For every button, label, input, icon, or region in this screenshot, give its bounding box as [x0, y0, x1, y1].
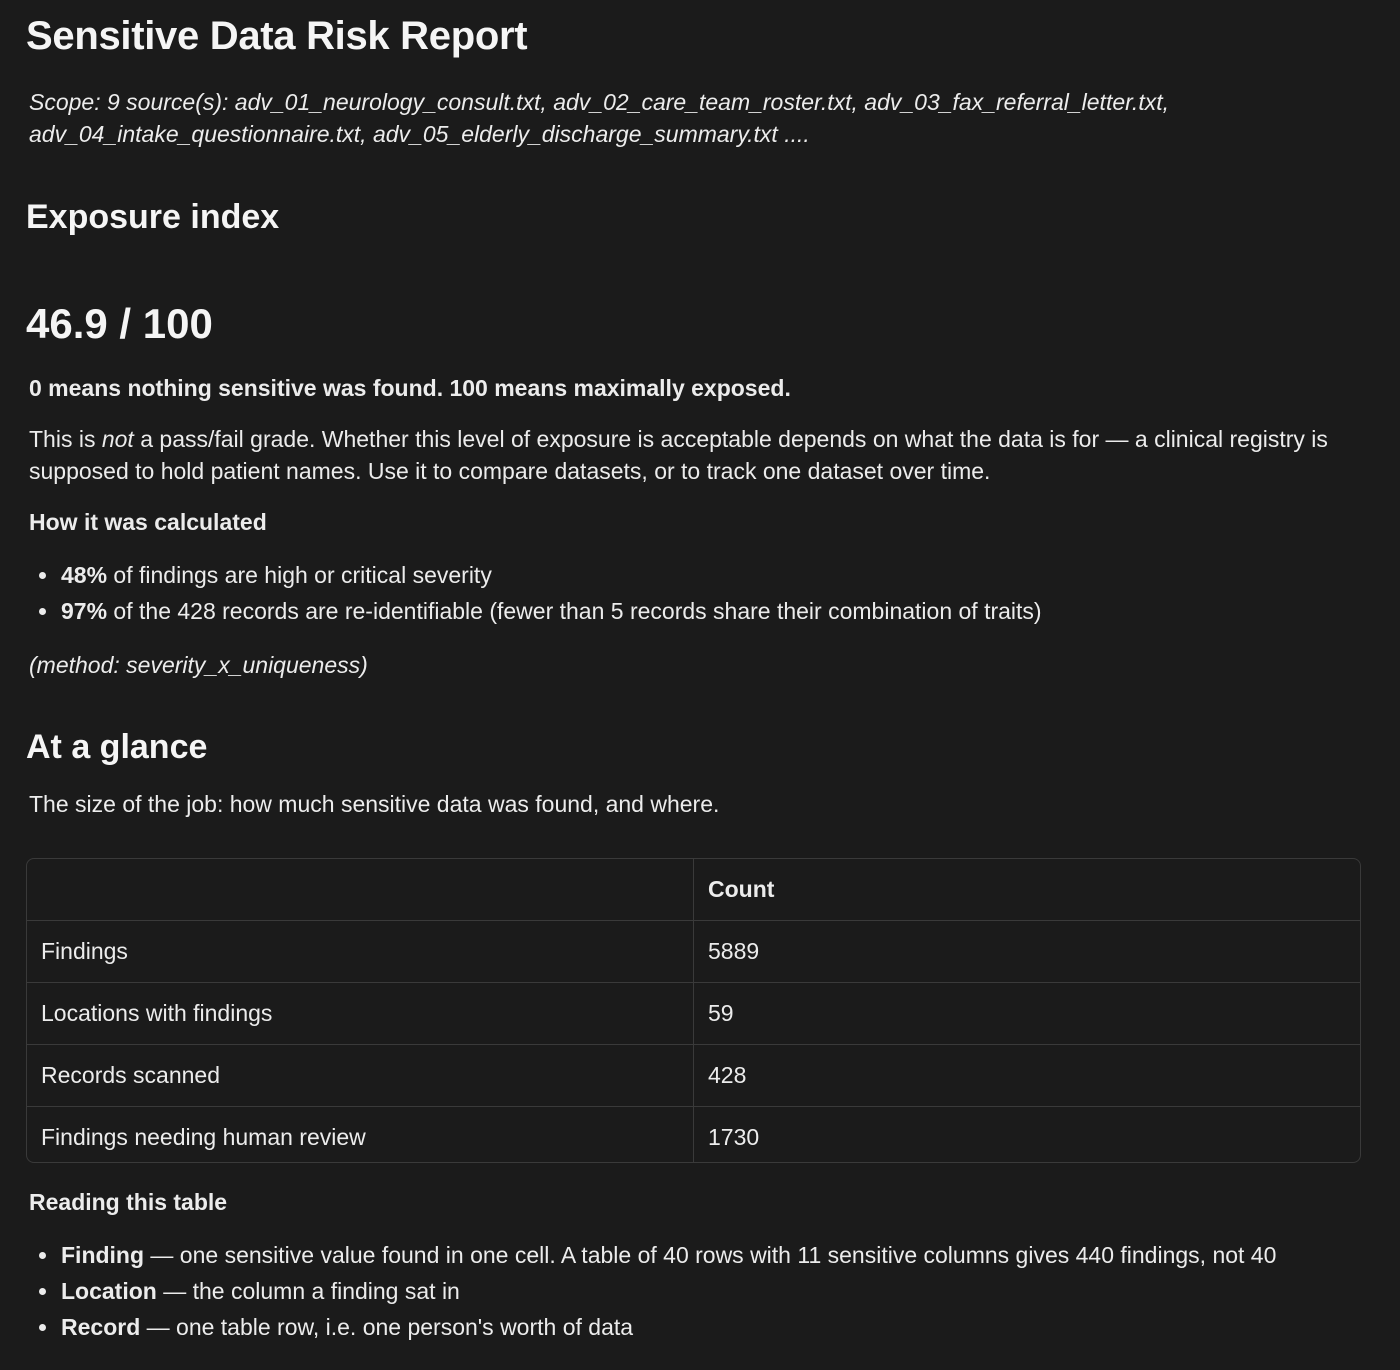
glance-heading: At a glance [26, 728, 208, 766]
scale-note: 0 means nothing sensitive was found. 100 means maximally exposed. [29, 375, 791, 401]
column-header-label [27, 859, 694, 921]
table-row [27, 1045, 1360, 1107]
table-row [27, 983, 1360, 1045]
bullet-icon [39, 1288, 46, 1295]
row-count: 59 [694, 983, 1361, 1045]
bullet-icon [39, 1252, 46, 1259]
exposure-heading: Exposure index [26, 198, 280, 236]
calc-item-value: 48% [61, 562, 108, 588]
list-item [29, 593, 1042, 629]
term-definition: — one table row, i.e. one person's worth of data [140, 1314, 634, 1340]
explain-pre: This is [29, 426, 102, 452]
row-label: Findings [27, 921, 694, 983]
row-label: Locations with findings [27, 983, 694, 1045]
exposure-explanation [29, 423, 1349, 487]
explain-post: a pass/fail grade. Whether this level of exposure is acceptable depends on what the data is for — a clinical registry is supposed to hold patient names. Use it to compare datasets, or to track one dataset over time. [29, 426, 1328, 484]
calc-heading: How it was calculated [29, 509, 267, 535]
term-name: Record [61, 1314, 141, 1340]
table-header-row [27, 859, 1360, 921]
list-item [29, 1309, 1276, 1345]
column-header-count: Count [694, 859, 1361, 921]
row-count: 428 [694, 1045, 1361, 1107]
row-label: Findings needing human review [27, 1107, 694, 1164]
row-label: Records scanned [27, 1045, 694, 1107]
report-title: Sensitive Data Risk Report [26, 14, 528, 58]
calc-item-text: of the 428 records are re-identifiable (fewer than 5 records share their combination of traits) [107, 598, 1042, 624]
summary-table [26, 858, 1361, 1163]
calc-item-text: of findings are high or critical severity [107, 562, 492, 588]
term-definition: — one sensitive value found in one cell. A table of 40 rows with 11 sensitive columns gives 440 findings, not 40 [144, 1242, 1277, 1268]
bullet-icon [39, 608, 46, 615]
term-name: Finding [61, 1242, 145, 1268]
list-item [29, 557, 1042, 593]
row-count: 5889 [694, 921, 1361, 983]
reading-list [29, 1237, 1276, 1345]
list-item [29, 1273, 1276, 1309]
reading-heading: Reading this table [29, 1189, 228, 1215]
list-item [29, 1237, 1276, 1273]
term-definition: — the column a finding sat in [156, 1278, 460, 1304]
exposure-score: 46.9 / 100 [26, 300, 213, 347]
bullet-icon [39, 1324, 46, 1331]
row-count: 1730 [708, 1124, 760, 1150]
term-name: Location [61, 1278, 157, 1304]
table-row [27, 1107, 1360, 1164]
calc-list [29, 557, 1042, 629]
method-note: (method: severity_x_uniqueness) [29, 652, 368, 678]
glance-intro: The size of the job: how much sensitive data was found, and where. [29, 791, 720, 817]
explain-emphasis: not [101, 426, 134, 452]
scope-text: Scope: 9 source(s): adv_01_neurology_consult.txt, adv_02_care_team_roster.txt, adv_03_fax_referral_letter.txt, adv_04_intake_questionnaire.txt, adv_05_elderly_discharge_summary.txt .... [29, 89, 1169, 147]
bullet-icon [39, 572, 46, 579]
calc-item-value: 97% [61, 598, 108, 624]
table-row [27, 921, 1360, 983]
